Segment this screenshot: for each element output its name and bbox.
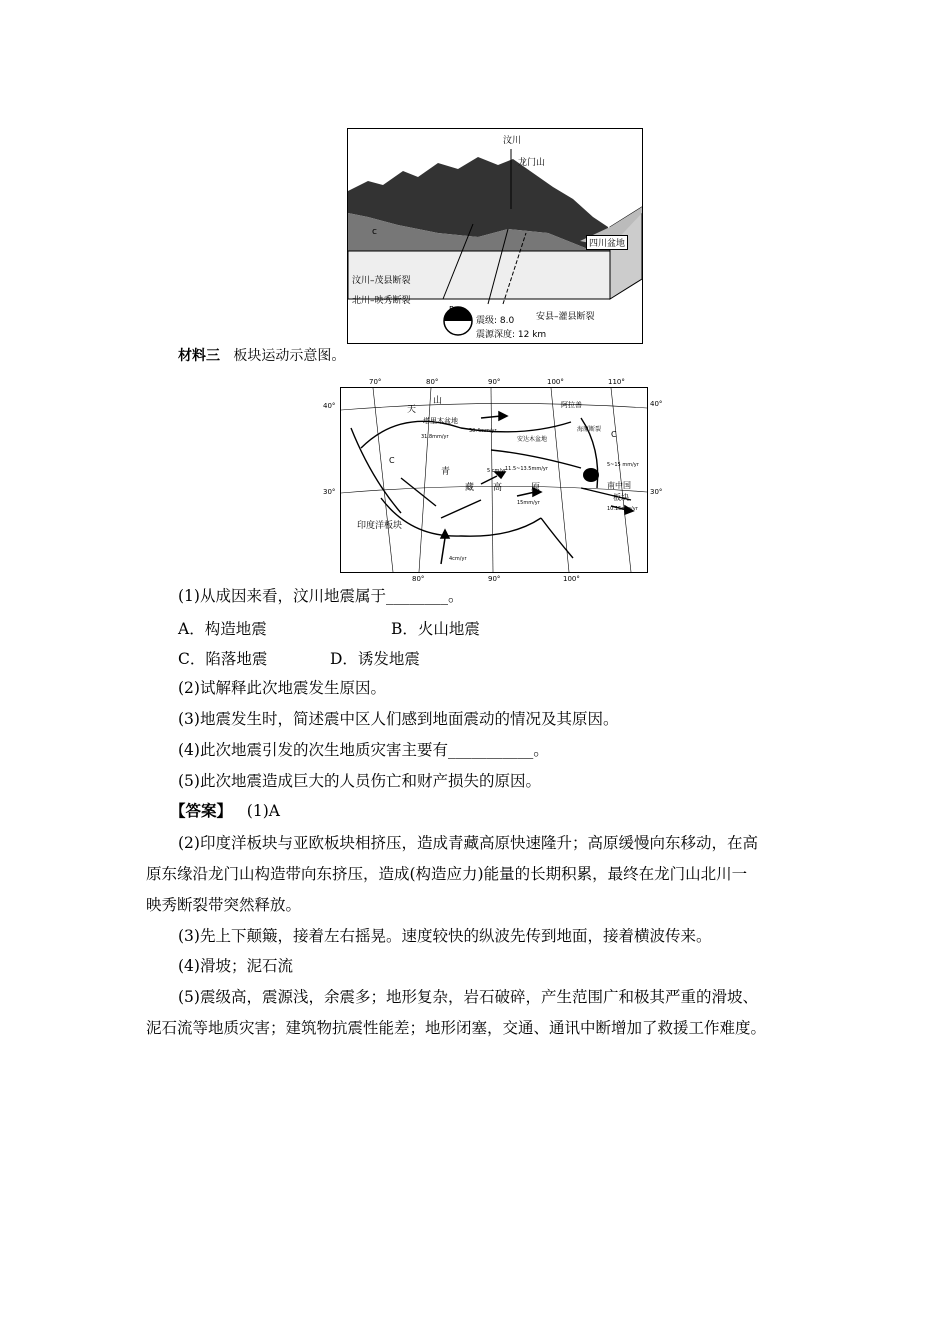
answer-label: 【答案】 bbox=[170, 801, 233, 820]
question-2: (2)试解释此次地震发生原因。 bbox=[178, 679, 386, 697]
answer-4: (4)滑坡；泥石流 bbox=[178, 957, 293, 975]
lon-tick-bottom-100: 100° bbox=[563, 575, 580, 583]
lat-tick-30-right: 30° bbox=[650, 488, 663, 496]
label-beichuan-yingxiu-fault: 北川–映秀断裂 bbox=[352, 296, 411, 306]
map-label-yuan: 原 bbox=[531, 483, 541, 493]
plate-motion-map bbox=[340, 387, 648, 573]
lon-tick-80: 80° bbox=[426, 378, 439, 386]
question-5: (5)此次地震造成巨大的人员伤亡和财产损失的原因。 bbox=[178, 772, 541, 790]
map-label-rate-10-15mm: 10.15mm/yr bbox=[607, 506, 638, 512]
longmenshan-block-diagram bbox=[347, 128, 643, 344]
map-label-shan: 山 bbox=[433, 396, 443, 406]
question-3: (3)地震发生时，简述震中区人们感到地面震动的情况及其原因。 bbox=[178, 710, 619, 728]
map-label-andamu-basin: 安达木盆地 bbox=[517, 436, 548, 443]
map-label-rate-5-15mm: 5~15 mm/yr bbox=[607, 462, 639, 468]
answer-3: (3)先上下颠簸，接着左右摇晃。速度较快的纵波先传到地面，接着横波传来。 bbox=[178, 927, 712, 945]
label-anxian-guanxian-fault: 安县–灌县断裂 bbox=[536, 312, 595, 322]
option-b: B．火山地震 bbox=[391, 620, 480, 638]
map-label-rate-31mm: 31.8mm/yr bbox=[421, 434, 449, 440]
map-label-alashan: 阿拉善 bbox=[561, 401, 582, 409]
map-label-south-china: 南中国 bbox=[607, 481, 631, 490]
option-a: A．构造地震 bbox=[178, 620, 267, 638]
map-label-c-left: C bbox=[389, 456, 395, 465]
answer-2-line-3: 映秀断裂带突然释放。 bbox=[146, 896, 302, 914]
material3-title: 材料三 bbox=[178, 348, 220, 364]
map-label-rate-30mm: 30.4mm/yr bbox=[469, 428, 497, 434]
map-label-qing: 青 bbox=[441, 467, 451, 477]
lon-tick-bottom-80: 80° bbox=[412, 575, 425, 583]
label-sichuan-basin: 四川盆地 bbox=[586, 235, 628, 250]
label-c: c bbox=[372, 227, 377, 237]
map-label-gao: 高 bbox=[493, 483, 503, 493]
answer-heading bbox=[170, 801, 280, 821]
answer-5-line-2: 泥石流等地质灾害；建筑物抗震性能差；地形闭塞，交通、通讯中断增加了救援工作难度。 bbox=[146, 1019, 767, 1037]
lon-tick-90: 90° bbox=[488, 378, 501, 386]
lon-tick-110: 110° bbox=[608, 378, 625, 386]
lat-tick-40-left: 40° bbox=[323, 402, 336, 410]
material3-heading bbox=[178, 346, 345, 366]
map-label-indian-plate: 印度洋板块 bbox=[357, 521, 403, 531]
answer-2-line-1: (2)印度洋板块与亚欧板块相挤压，造成青藏高原快速隆升；高原缓慢向东移动，在高 bbox=[178, 834, 758, 852]
lat-tick-40-right: 40° bbox=[650, 400, 663, 408]
answer-2-line-2: 原东缘沿龙门山构造带向东挤压，造成(构造应力)能量的长期积累，最终在龙门山北川一 bbox=[146, 865, 748, 883]
map-label-rate-4cm: 4cm/yr bbox=[449, 556, 467, 562]
label-wenchuan: 汶川 bbox=[503, 136, 522, 146]
faults bbox=[351, 418, 631, 558]
map-label-haiyuan-fault: 海原断裂 bbox=[577, 426, 602, 433]
lat-tick-30-left: 30° bbox=[323, 488, 336, 496]
lon-tick-100: 100° bbox=[547, 378, 564, 386]
label-focal-depth: 震源深度: 12 km bbox=[476, 330, 547, 340]
question-1: (1)从成因来看，汶川地震属于________。 bbox=[178, 587, 464, 605]
option-c: C．陷落地震 bbox=[178, 650, 268, 668]
answer-5-line-1: (5)震级高，震源浅，余震多；地形复杂，岩石破碎，产生范围广和极其严重的滑坡、 bbox=[178, 988, 758, 1006]
map-label-tian: 天 bbox=[407, 405, 417, 415]
label-wenchuan-maoxian-fault: 汶川–茂县断裂 bbox=[352, 276, 411, 286]
map-label-tarim-basin: 塔里木盆地 bbox=[423, 417, 458, 425]
label-longmenshan: 龙门山 bbox=[518, 158, 546, 168]
material3-caption: 板块运动示意图。 bbox=[233, 348, 346, 364]
map-label-zang: 藏 bbox=[465, 483, 475, 493]
map-label-plate: 板块 bbox=[613, 493, 629, 502]
lon-tick-bottom-90: 90° bbox=[488, 575, 501, 583]
answer-1: (1)A bbox=[246, 802, 280, 820]
lon-tick-70: 70° bbox=[369, 378, 382, 386]
map-label-rate-15mm: 15mm/yr bbox=[517, 500, 540, 506]
label-magnitude: 震级: 8.0 bbox=[476, 316, 515, 326]
epicenter-marker bbox=[583, 468, 599, 482]
map-label-rate-11-13mm: 11.5~13.5mm/yr bbox=[505, 466, 548, 472]
question-4: (4)此次地震引发的次生地质灾害主要有___________。 bbox=[178, 741, 549, 759]
map-label-rate-5cm: 5 cm/yr bbox=[487, 468, 507, 474]
map-label-c-right: C bbox=[611, 430, 617, 439]
label-p: P bbox=[449, 305, 454, 314]
label-t: T bbox=[454, 323, 459, 332]
option-d: D．诱发地震 bbox=[330, 650, 420, 668]
